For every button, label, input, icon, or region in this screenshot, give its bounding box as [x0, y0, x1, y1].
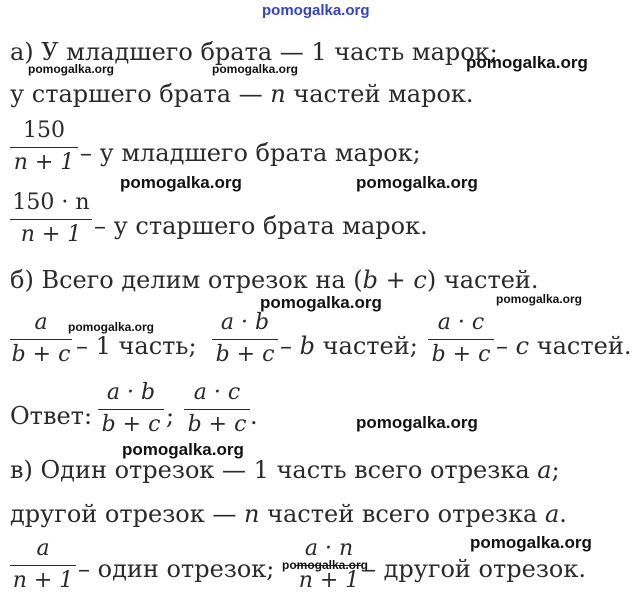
part-a-line-2: [10, 80, 474, 108]
fraction-bar: [10, 565, 76, 566]
denominator: n + 1: [13, 150, 75, 175]
part-a-line-1: а) У младшего брата — 1 часть марок;: [10, 38, 498, 66]
watermark-large: pomogalka.org: [260, 293, 382, 312]
text-segment: другой отрезок —: [10, 500, 244, 528]
denominator: b + c: [431, 342, 491, 367]
watermark-large: pomogalka.org: [470, 533, 592, 552]
watermark-top: pomogalka.org: [262, 2, 370, 19]
fraction-bar: [10, 147, 78, 148]
fraction-ab-over-bc: [212, 310, 278, 368]
answer-fraction-1: [98, 380, 164, 438]
b-fraction-1-caption: – 1 часть;: [76, 332, 197, 360]
fraction-bar: [98, 409, 164, 410]
fraction-a-over-n1: [10, 536, 76, 594]
text-segment: частей марок.: [285, 80, 474, 108]
numerator: a · c: [437, 310, 485, 335]
text-segment: частей.: [529, 332, 632, 360]
variable-n: n: [244, 500, 260, 528]
fraction-bar: [10, 219, 92, 220]
answer-end-period: .: [250, 402, 258, 430]
variable-b: b: [299, 332, 316, 360]
variable-n: n: [270, 80, 286, 108]
fraction-1-caption: – у младшего брата марок;: [80, 139, 421, 167]
fraction-150-over-n1: [10, 118, 78, 176]
fraction-a-over-bc: [10, 310, 72, 368]
b-fraction-3-caption: [496, 332, 631, 360]
text-segment: .: [559, 500, 567, 528]
text-segment: –: [280, 332, 300, 360]
denominator: n + 1: [20, 222, 82, 247]
answer-fraction-2: [184, 380, 250, 438]
fraction-2-caption: – у старшего брата марок.: [94, 212, 428, 240]
text-segment: ;: [551, 456, 560, 484]
variable-c: c: [515, 332, 530, 360]
fraction-bar: [428, 339, 494, 340]
watermark-large: pomogalka.org: [466, 53, 588, 72]
answer-label: Ответ:: [10, 402, 93, 430]
text-segment: б) Всего делим отрезок на (: [10, 266, 363, 294]
numerator: a: [36, 536, 50, 561]
denominator: b + c: [187, 412, 247, 437]
v-fraction-1-caption: – один отрезок;: [78, 555, 275, 583]
denominator: n + 1: [298, 568, 360, 593]
numerator: a · b: [106, 380, 156, 405]
denominator: n + 1: [12, 568, 74, 593]
denominator: b + c: [101, 412, 161, 437]
fraction-bar: [212, 339, 278, 340]
numerator: 150: [23, 118, 65, 143]
watermark-large: pomogalka.org: [356, 173, 478, 192]
numerator: a · c: [193, 380, 241, 405]
watermark-small: pomogalka.org: [68, 320, 155, 334]
fraction-ac-over-bc: [428, 310, 494, 368]
b-fraction-2-caption: [280, 332, 418, 360]
watermark-large: pomogalka.org: [356, 413, 478, 432]
numerator: 150 · n: [12, 190, 90, 215]
text-segment: частей всего отрезка: [259, 500, 545, 528]
watermark-small: pomogalka.org: [282, 558, 369, 572]
text-segment: в) Один отрезок — 1 часть всего отрезка: [10, 456, 538, 484]
text-segment: ) частей.: [426, 266, 539, 294]
fraction-bar: [184, 409, 250, 410]
fraction-150n-over-n1: [10, 190, 92, 248]
watermark-small: pomogalka.org: [28, 62, 115, 76]
text-segment: частей;: [315, 332, 418, 360]
denominator: b + c: [11, 342, 71, 367]
watermark-small: pomogalka.org: [212, 62, 299, 76]
part-v-line-2: [10, 500, 567, 528]
denominator: b + c: [215, 342, 275, 367]
numerator: a: [34, 310, 48, 335]
numerator: a · n: [304, 536, 354, 561]
watermark-large: pomogalka.org: [120, 173, 242, 192]
part-v-line-1: [10, 456, 560, 484]
variable-a: a: [537, 456, 552, 484]
v-fraction-2-caption: – другой отрезок.: [364, 555, 586, 583]
numerator: a · b: [220, 310, 270, 335]
answer-separator: ;: [166, 402, 175, 430]
text-segment: у старшего брата —: [10, 80, 271, 108]
part-b-line-1: [10, 266, 539, 294]
fraction-bar: [10, 339, 72, 340]
watermark-large: pomogalka.org: [122, 440, 244, 459]
variable-a: a: [544, 500, 560, 528]
variable-b-plus-c: b + c: [362, 266, 427, 294]
watermark-small: pomogalka.org: [496, 292, 583, 306]
text-segment: –: [496, 332, 516, 360]
